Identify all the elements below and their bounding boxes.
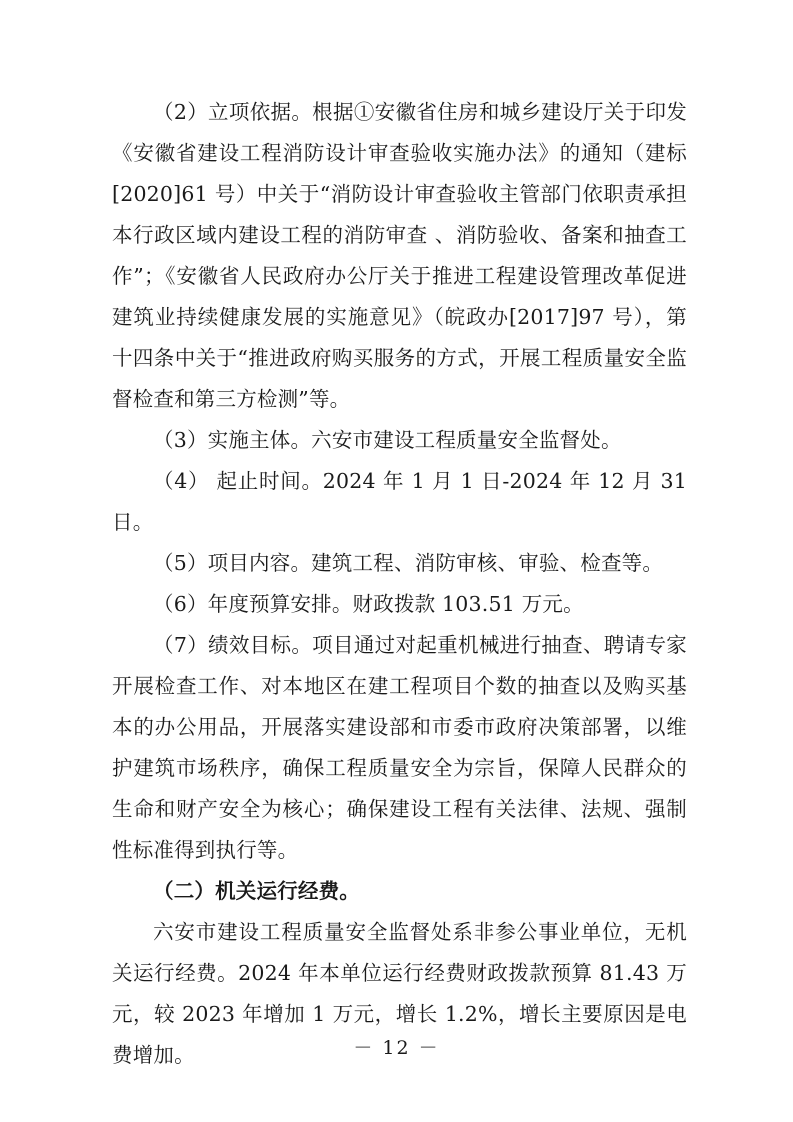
paragraph-item-5-content: （5）项目内容。建筑工程、消防审核、审验、检查等。: [153, 551, 664, 575]
page-number: － 12 －: [353, 1037, 440, 1059]
paragraph-item-3-subject: （3）实施主体。六安市建设工程质量安全监督处。: [153, 428, 622, 452]
paragraph-item-4-period: （4） 起止时间。2024 年 1 月 1 日-2024 年 12 月 31 日。: [112, 469, 687, 534]
paragraph-item-2-basis: （2）立项依据。根据①安徽省住房和城乡建设厅关于印发《安徽省建设工程消防设计审查验收实施办法》的通知（建标[2020]61 号）中关于“消防设计审查验收主管部门依职责承担本行政区域内建设工程的消防审查 、消防验收、备案和抽查工作”；《安徽省人民政府办公厅关于推进工程建设管理改革促进建筑业持续健康发展的实施意见》（皖政办[2017]97 号），第十四条中关于“推进政府购买服务的方式，开展工程质量安全监督检查和第三方检测”等。: [112, 100, 687, 411]
paragraph-item-7-performance: （7）绩效目标。项目通过对起重机械进行抽查、聘请专家开展检查工作、对本地区在建工程项目个数的抽查以及购买基本的办公用品，开展落实建设部和市委市政府决策部署，以维护建筑市场秩序，确保工程质量安全为宗旨，保障人民群众的生命和财产安全为核心；确保建设工程有关法律、法规、强制性标准得到执行等。: [112, 633, 687, 862]
paragraph-section-2-body: 六安市建设工程质量安全监督处系非参公事业单位，无机关运行经费。2024 年本单位运行经费财政拨款预算 81.43 万元，较 2023 年增加 1 万元，增长 1.2%，增长主要原因是电费增加。: [112, 920, 687, 1067]
document-body: [112, 92, 687, 1076]
paragraph-item-6-budget: （6）年度预算安排。财政拨款 103.51 万元。: [153, 592, 584, 616]
section-heading-operating-expenses: （二）机关运行经费。: [153, 879, 360, 903]
